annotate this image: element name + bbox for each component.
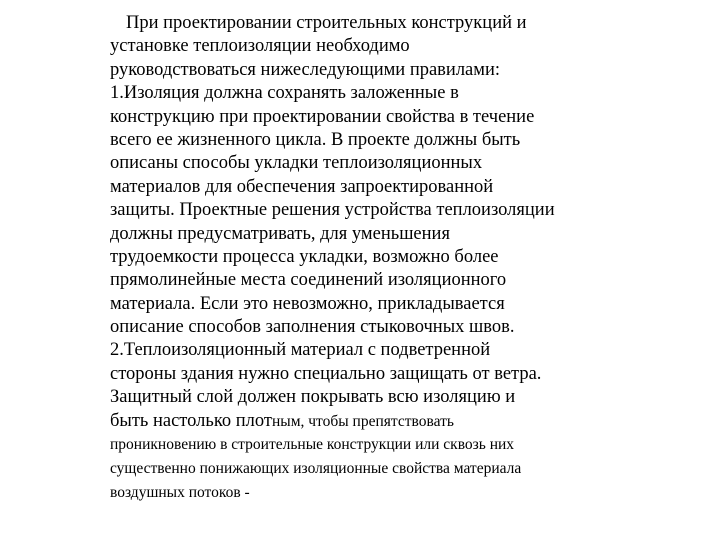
- text-line: материала. Если это невозможно, прикладывается: [110, 293, 505, 314]
- text-line: защиты. Проектные решения устройства теплоизоляции: [110, 200, 555, 221]
- text-line: 1.Изоляция должна сохранять заложенные в: [110, 83, 459, 104]
- text-line: должны предусматривать, для уменьшения: [110, 223, 450, 244]
- body-text: [110, 12, 610, 505]
- text-line: стороны здания нужно специально защищать от ветра.: [110, 363, 542, 384]
- text-line-small: воздушных потоков -: [110, 484, 250, 502]
- text-line-small: проникновению в строительные конструкции или сквозь них: [110, 436, 515, 454]
- text-line: руководствоваться нижеследующими правилами:: [110, 59, 501, 80]
- text-line: описание способов заполнения стыковочных швов.: [110, 317, 515, 338]
- text-line: установке теплоизоляции необходимо: [110, 36, 410, 57]
- text-fragment-large: быть настолько плот: [110, 410, 272, 431]
- text-line: 2.Теплоизоляционный материал с подветренной: [110, 340, 491, 361]
- text-line: трудоемкости процесса укладки, возможно более: [110, 246, 499, 267]
- text-line: прямолинейные места соединений изоляционного: [110, 270, 507, 291]
- text-fragment-small: ным, чтобы препятствовать: [271, 412, 454, 430]
- text-line-mixed: [110, 410, 610, 433]
- text-line: материалов для обеспечения запроектированной: [110, 176, 494, 197]
- text-line: всего ее жизненного цикла. В проекте должны быть: [110, 129, 521, 150]
- text-line: При проектировании строительных конструкций и: [126, 13, 527, 33]
- text-line-small: существенно понижающих изоляционные свойства материала: [110, 460, 522, 478]
- text-line: конструкцию при проектировании свойства в течение: [110, 106, 535, 127]
- text-line: Защитный слой должен покрывать всю изоляцию и: [110, 387, 516, 408]
- text-line: описаны способы укладки теплоизоляционных: [110, 153, 483, 174]
